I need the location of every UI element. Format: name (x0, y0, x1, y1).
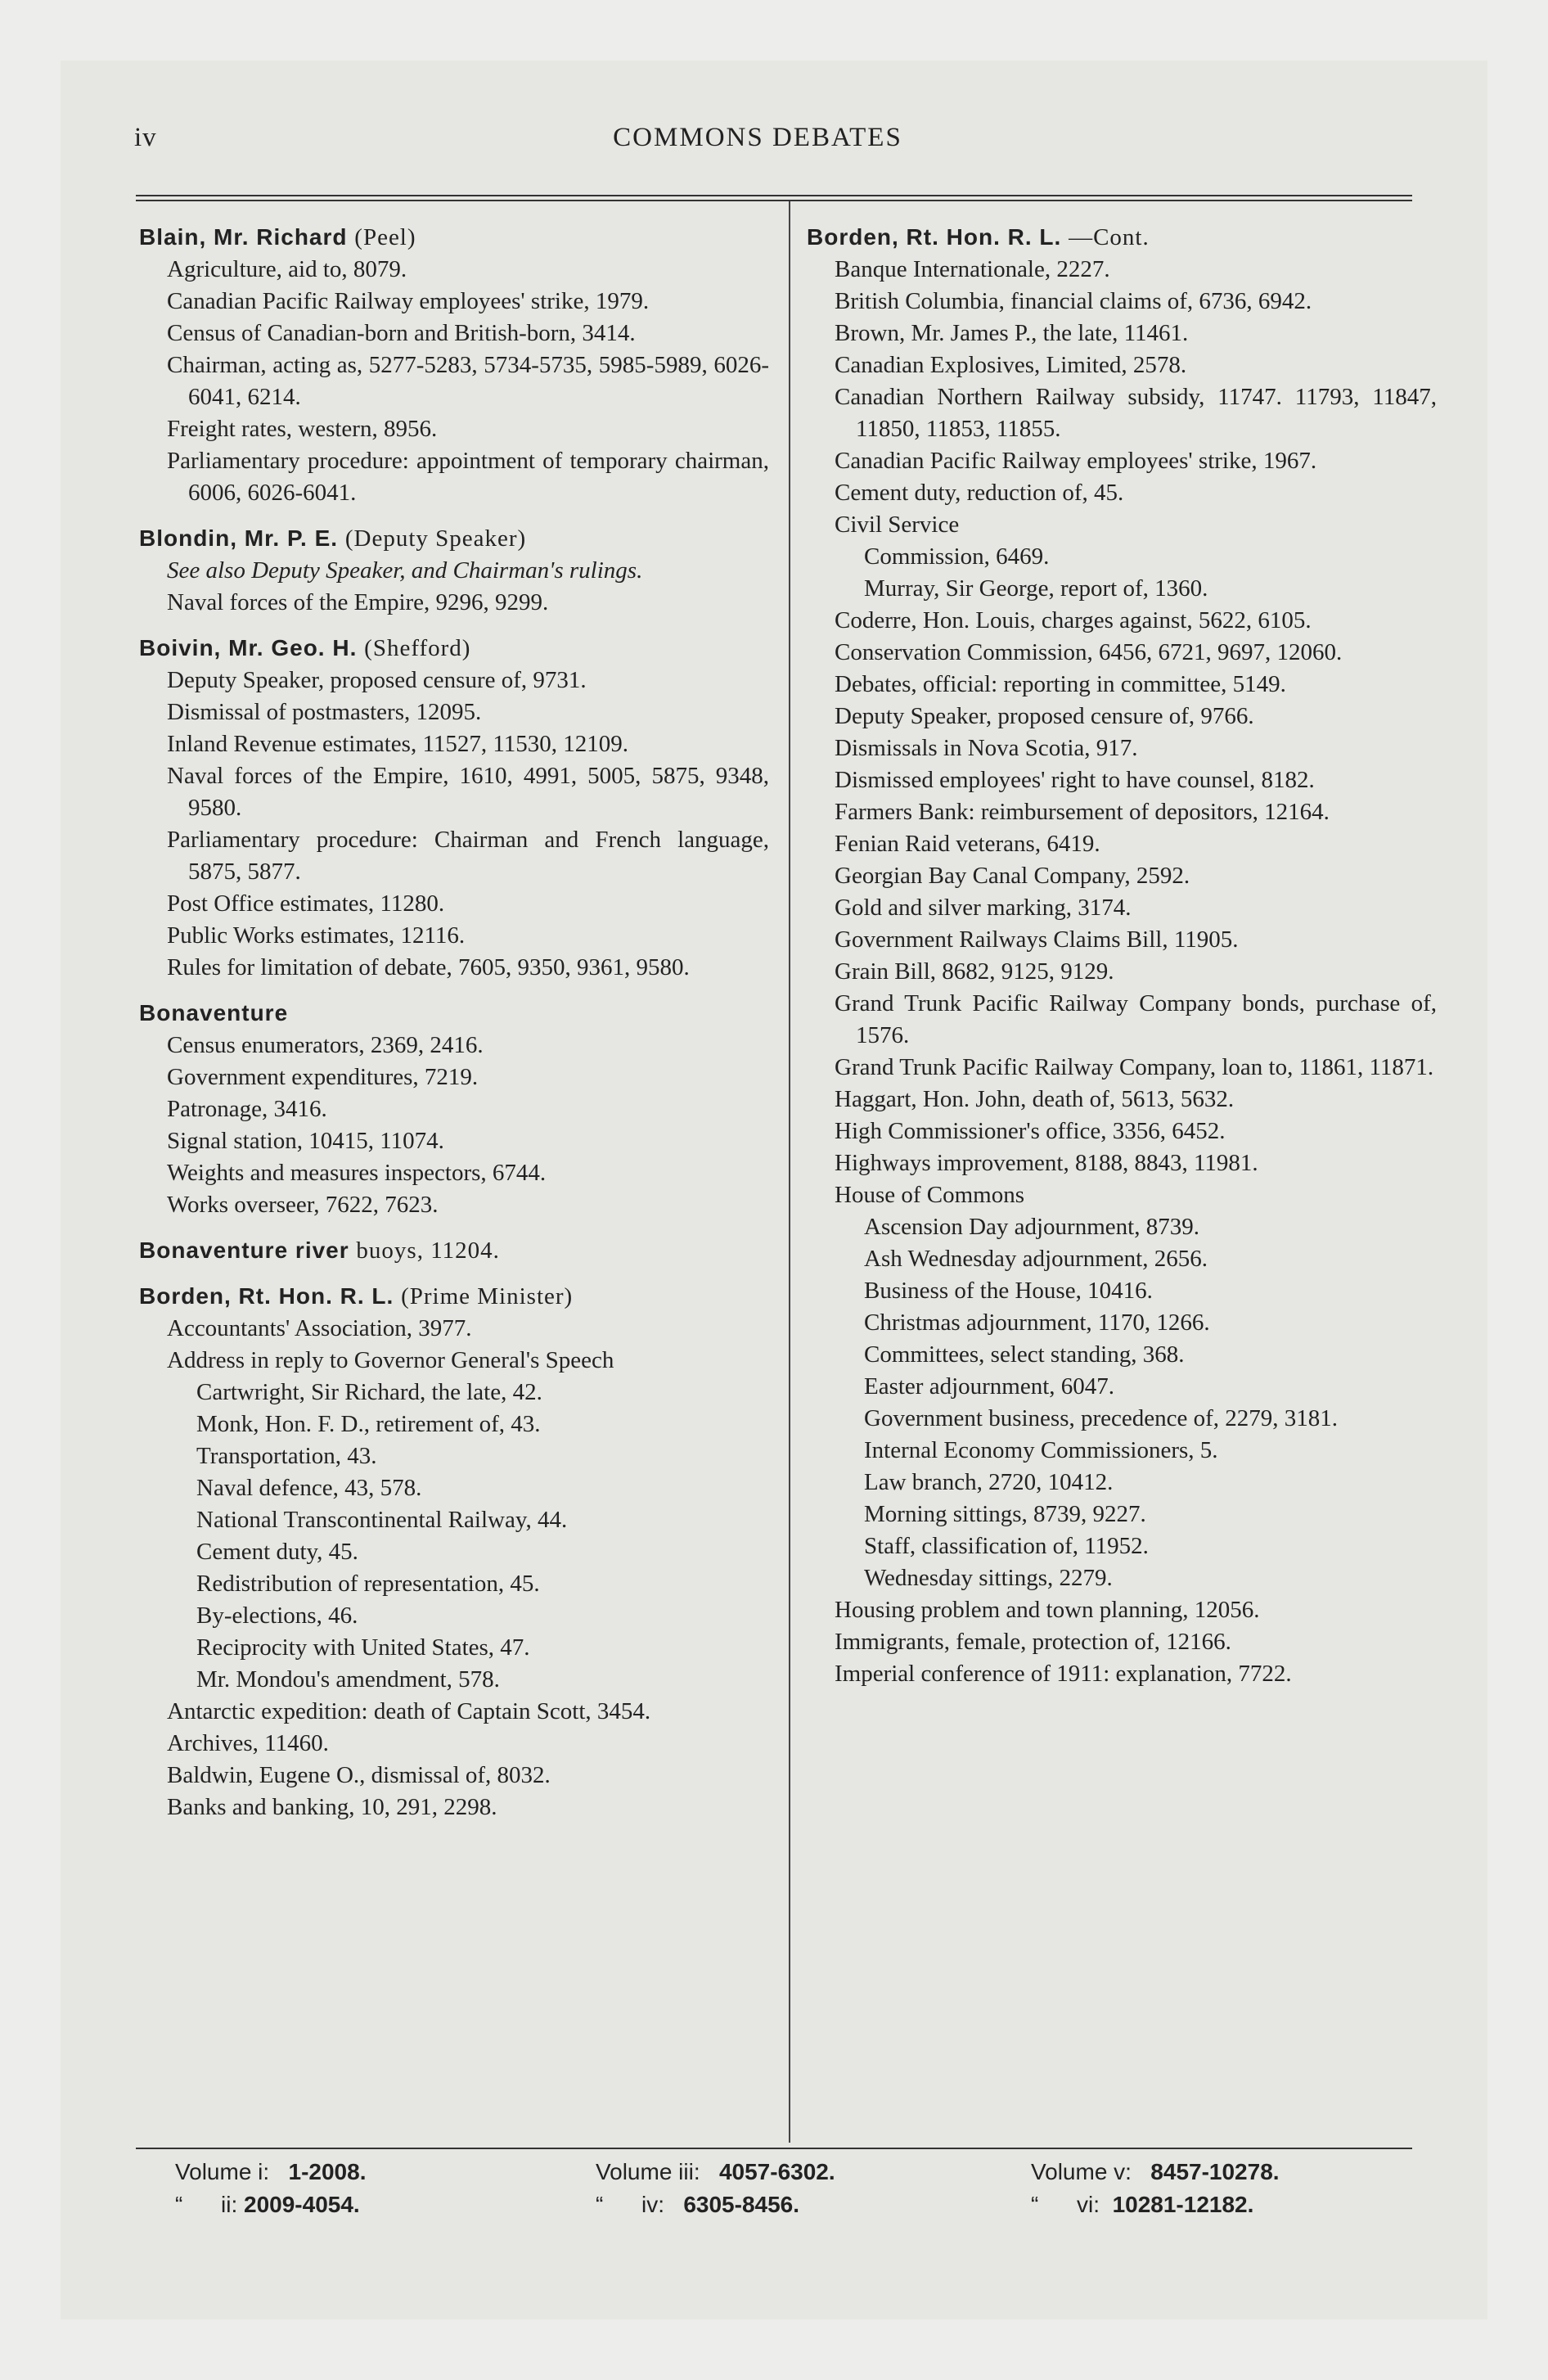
subentry: Debates, official: reporting in committee, 5149. (835, 671, 1286, 697)
entry-heading (139, 1280, 769, 1313)
entry-qualifier: (Peel) (354, 224, 416, 250)
index-entry (807, 221, 1437, 1690)
footer-rule (136, 2148, 1412, 2149)
subentry: Inland Revenue estimates, 11527, 11530, 12109. (167, 731, 629, 757)
subentry: Cement duty, 45. (196, 1539, 358, 1565)
entry-heading (807, 221, 1437, 254)
subentry: National Transcontinental Railway, 44. (196, 1507, 568, 1533)
volume-range: 8457-10278. (1150, 2159, 1280, 2184)
right-column (807, 221, 1437, 1703)
subentry: Reciprocity with United States, 47. (196, 1634, 530, 1661)
entry-heading (139, 1234, 769, 1267)
subentry: Dismissals in Nova Scotia, 917. (835, 735, 1138, 761)
volume-label: “ vi: (1031, 2192, 1100, 2217)
subentry: Haggart, Hon. John, death of, 5613, 5632. (835, 1086, 1235, 1112)
entry-qualifier: (Deputy Speaker) (344, 525, 527, 552)
subentry: Mr. Mondou's amendment, 578. (196, 1666, 500, 1693)
subentry: Patronage, 3416. (167, 1096, 327, 1122)
subentry: Canadian Explosives, Limited, 2578. (835, 352, 1187, 378)
volume-range: 2009-4054. (244, 2192, 360, 2217)
subentry: Monk, Hon. F. D., retirement of, 43. (196, 1411, 541, 1437)
header-rule (136, 195, 1412, 196)
subentry: Census enumerators, 2369, 2416. (167, 1032, 484, 1058)
subentry: Morning sittings, 8739, 9227. (864, 1501, 1146, 1527)
entry-name: Borden, Rt. Hon. R. L. (139, 1283, 394, 1309)
subentry: Business of the House, 10416. (864, 1278, 1153, 1304)
subentry: Census of Canadian-born and British-born, 3414. (167, 320, 636, 346)
subentry: See also Deputy Speaker, and Chairman's rulings. (167, 557, 643, 584)
left-column (139, 221, 769, 1837)
volume-label: “ ii: (175, 2192, 238, 2217)
subentry: Agriculture, aid to, 8079. (167, 256, 407, 282)
subentry: Naval defence, 43, 578. (196, 1475, 422, 1501)
entry-qualifier: (Shefford) (364, 635, 471, 661)
subentry: Law branch, 2720, 10412. (864, 1469, 1114, 1495)
subentry: Grand Trunk Pacific Railway Company, loan to, 11861, 11871. (835, 1054, 1434, 1080)
subentry: Easter adjournment, 6047. (864, 1373, 1115, 1400)
volume-range: 10281-12182. (1112, 2192, 1254, 2217)
subentry: Signal station, 10415, 11074. (167, 1128, 444, 1154)
index-entry (139, 632, 769, 984)
page (61, 61, 1487, 2319)
entry-qualifier: (Prime Minister) (401, 1283, 574, 1309)
subentry: Archives, 11460. (167, 1730, 329, 1756)
index-entry (139, 522, 769, 619)
subentry: Fenian Raid veterans, 6419. (835, 831, 1100, 857)
subentry: Christmas adjournment, 1170, 1266. (864, 1309, 1210, 1336)
subentry: House of Commons (835, 1182, 1024, 1208)
entry-heading (139, 997, 769, 1030)
subentry: Weights and measures inspectors, 6744. (167, 1160, 547, 1186)
subentry: Government business, precedence of, 2279, 3181. (864, 1405, 1339, 1431)
subentry: Coderre, Hon. Louis, charges against, 5622, 6105. (835, 607, 1312, 633)
index-entry (139, 1234, 769, 1267)
subentry: Rules for limitation of debate, 7605, 9350, 9361, 9580. (167, 954, 690, 980)
entry-name: Blain, Mr. Richard (139, 224, 348, 250)
page-header (126, 123, 1389, 172)
subentry: Government expenditures, 7219. (167, 1064, 479, 1090)
subentry: Murray, Sir George, report of, 1360. (864, 575, 1208, 602)
subentry: Government Railways Claims Bill, 11905. (835, 926, 1239, 953)
subentry: Naval forces of the Empire, 1610, 4991, 5005, 5875, 9348, 9580. (167, 763, 769, 821)
subentry: Canadian Northern Railway subsidy, 11747. 11793, 11847, 11850, 11853, 11855. (835, 384, 1437, 442)
subentry: Accountants' Association, 3977. (167, 1315, 472, 1341)
index-entry (139, 1280, 769, 1823)
subentry: Banks and banking, 10, 291, 2298. (167, 1794, 497, 1820)
subentry: Transportation, 43. (196, 1443, 377, 1469)
subentry: Highways improvement, 8188, 8843, 11981. (835, 1150, 1258, 1176)
subentry: Address in reply to Governor General's Speech (167, 1347, 614, 1373)
subentry: Post Office estimates, 11280. (167, 890, 445, 917)
subentry: By-elections, 46. (196, 1602, 358, 1629)
entry-heading (139, 522, 769, 555)
subentry: Chairman, acting as, 5277-5283, 5734-5735, 5985-5989, 6026-6041, 6214. (167, 352, 769, 410)
entry-heading (139, 632, 769, 665)
subentry: Freight rates, western, 8956. (167, 416, 438, 442)
subentry: Canadian Pacific Railway employees' strike, 1967. (835, 448, 1317, 474)
page-number: iv (134, 123, 157, 152)
subentry: Redistribution of representation, 45. (196, 1571, 540, 1597)
entry-name: Boivin, Mr. Geo. H. (139, 635, 358, 660)
subentry: Dismissed employees' right to have counsel, 8182. (835, 767, 1315, 793)
subentry: Ash Wednesday adjournment, 2656. (864, 1246, 1208, 1272)
index-entry (139, 997, 769, 1221)
subentry: Internal Economy Commissioners, 5. (864, 1437, 1218, 1463)
subentry: Naval forces of the Empire, 9296, 9299. (167, 589, 549, 615)
subentry: Gold and silver marking, 3174. (835, 895, 1132, 921)
subentry: British Columbia, financial claims of, 6736, 6942. (835, 288, 1312, 314)
subentry: High Commissioner's office, 3356, 6452. (835, 1118, 1226, 1144)
subentry: Parliamentary procedure: Chairman and French language, 5875, 5877. (167, 827, 769, 885)
subentry: Works overseer, 7622, 7623. (167, 1192, 439, 1218)
volume-label: Volume i: (175, 2159, 270, 2184)
subentry: Baldwin, Eugene O., dismissal of, 8032. (167, 1762, 551, 1788)
subentry: Commission, 6469. (864, 543, 1050, 570)
volume-range: 1-2008. (288, 2159, 367, 2184)
volume-range: 4057-6302. (718, 2159, 835, 2184)
subentry: Imperial conference of 1911: explanation, 7722. (835, 1661, 1292, 1687)
volume-label: Volume iii: (596, 2159, 700, 2184)
subentry: Dismissal of postmasters, 12095. (167, 699, 482, 725)
subentry: Farmers Bank: reimbursement of depositors, 12164. (835, 799, 1330, 825)
subentry: Civil Service (835, 512, 960, 538)
header-rule (136, 200, 1412, 201)
subentry: Deputy Speaker, proposed censure of, 9766. (835, 703, 1254, 729)
subentry: Brown, Mr. James P., the late, 11461. (835, 320, 1189, 346)
subentry: Grain Bill, 8682, 9125, 9129. (835, 958, 1114, 985)
subentry: Parliamentary procedure: appointment of temporary chairman, 6006, 6026-6041. (167, 448, 769, 506)
entry-name: Bonaventure (139, 1000, 289, 1025)
entry-name: Borden, Rt. Hon. R. L. (807, 224, 1062, 250)
subentry: Ascension Day adjournment, 8739. (864, 1214, 1199, 1240)
subentry: Antarctic expedition: death of Captain Scott, 3454. (167, 1698, 651, 1724)
entry-qualifier: buoys, 11204. (356, 1237, 500, 1264)
volume-label: Volume v: (1031, 2159, 1132, 2184)
subentry: Committees, select standing, 368. (864, 1341, 1185, 1368)
running-head: COMMONS DEBATES (613, 123, 902, 152)
index-entry (139, 221, 769, 509)
volume-range: 6305-8456. (683, 2192, 800, 2217)
subentry: Banque Internationale, 2227. (835, 256, 1110, 282)
subentry: Cement duty, reduction of, 45. (835, 480, 1124, 506)
subentry: Georgian Bay Canal Company, 2592. (835, 863, 1190, 889)
subentry: Wednesday sittings, 2279. (864, 1565, 1113, 1591)
subentry: Conservation Commission, 6456, 6721, 9697, 12060. (835, 639, 1343, 665)
entry-qualifier: —Cont. (1069, 224, 1150, 250)
entry-name: Bonaventure river (139, 1237, 349, 1263)
entry-name: Blondin, Mr. P. E. (139, 525, 339, 551)
subentry: Housing problem and town planning, 12056. (835, 1597, 1260, 1623)
subentry: Staff, classification of, 11952. (864, 1533, 1149, 1559)
subentry: Grand Trunk Pacific Railway Company bonds, purchase of, 1576. (835, 990, 1437, 1048)
entry-heading (139, 221, 769, 254)
subentry: Public Works estimates, 12116. (167, 922, 466, 949)
subentry: Cartwright, Sir Richard, the late, 42. (196, 1379, 542, 1405)
subentry: Immigrants, female, protection of, 12166. (835, 1629, 1231, 1655)
volume-label: “ iv: (596, 2192, 664, 2217)
subentry: Deputy Speaker, proposed censure of, 9731. (167, 667, 587, 693)
subentry: Canadian Pacific Railway employees' strike, 1979. (167, 288, 650, 314)
column-divider (789, 201, 790, 2143)
